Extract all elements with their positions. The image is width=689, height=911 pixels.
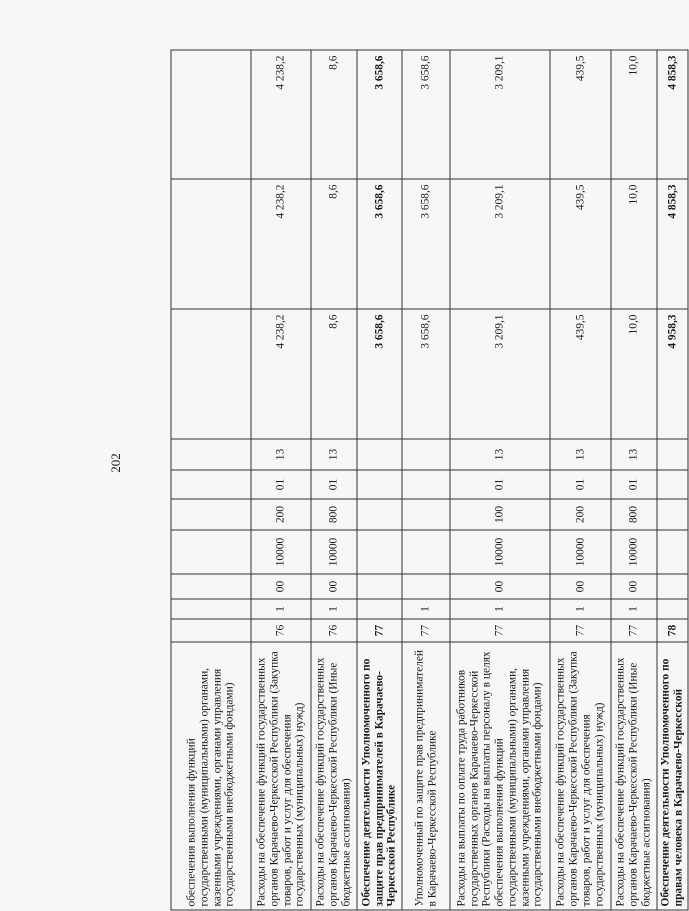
col-rz: 1 xyxy=(311,599,357,619)
sum-2: 3 209,1 xyxy=(450,179,550,309)
sum-1: 10,0 xyxy=(611,309,657,439)
col-pr: 00 xyxy=(611,574,657,599)
col-rz: 1 xyxy=(251,599,311,619)
col-csr: 10000 xyxy=(550,530,611,574)
col-ved xyxy=(171,619,251,642)
col-pr: 00 xyxy=(251,574,311,599)
sum-3: 439,5 xyxy=(550,50,611,179)
table-row xyxy=(171,50,251,910)
row-name: Расходы на обеспечение функций государственных органов Карачаево-Черкесской Республики (Иные бюджетные ассигнования) xyxy=(311,642,357,910)
sum-2: 3 658,6 xyxy=(402,179,450,309)
sum-1: 4 238,2 xyxy=(251,309,311,439)
col-pr: 00 xyxy=(450,574,550,599)
sum-1: 8,6 xyxy=(311,309,357,439)
col-vr xyxy=(657,499,688,530)
sum-1: 3 209,1 xyxy=(450,309,550,439)
col-csr xyxy=(357,530,402,574)
row-name: Расходы на обеспечение функций государственных органов Карачаево-Черкесской Республики (Иные бюджетные ассигнования) xyxy=(611,642,657,910)
col-pr xyxy=(171,574,251,599)
col-rz: 1 xyxy=(450,599,550,619)
col-rz xyxy=(357,599,402,619)
table-row xyxy=(611,50,657,910)
sum-3: 3 209,1 xyxy=(450,50,550,179)
page-number: 202 xyxy=(108,453,123,473)
col-rz: 1 xyxy=(550,599,611,619)
row-name: обеспечения выполнения функций государственными (муниципальными) органами, казенными учреждениями, органами управления государственными внебюджетными фондами) xyxy=(171,642,251,910)
row-name: Расходы на обеспечение функций государственных органов Карачаево-Черкесской Республики (Закупка товаров, работ и услуг для обеспечения государственных (муниципальных) нужд) xyxy=(251,642,311,910)
sum-3: 4 238,2 xyxy=(251,50,311,179)
col-csr xyxy=(402,530,450,574)
table-row xyxy=(251,50,311,910)
col-vr: 800 xyxy=(311,499,357,530)
col-k2: 13 xyxy=(550,439,611,470)
col-vr xyxy=(402,499,450,530)
col-vr: 100 xyxy=(450,499,550,530)
sum-1: 4 958,3 xyxy=(657,309,688,439)
col-k1 xyxy=(171,470,251,499)
col-pr: 00 xyxy=(550,574,611,599)
table-row xyxy=(450,50,550,910)
col-pr xyxy=(402,574,450,599)
col-ved: 77 xyxy=(357,619,402,642)
col-ved: 77 xyxy=(402,619,450,642)
col-ved: 78 xyxy=(657,619,688,642)
col-ved: 76 xyxy=(251,619,311,642)
col-ved: 77 xyxy=(611,619,657,642)
sum-2: 3 658,6 xyxy=(357,179,402,309)
sum-3: 3 658,6 xyxy=(402,50,450,179)
col-rz: 1 xyxy=(611,599,657,619)
col-csr: 10000 xyxy=(450,530,550,574)
sum-3: 10,0 xyxy=(611,50,657,179)
col-vr: 200 xyxy=(550,499,611,530)
col-k1: 01 xyxy=(550,470,611,499)
row-name: Расходы на выплаты по оплате труда работников государственных органов Карачаево-Черкесской Республики (Расходы на выплаты персоналу в целях обеспечения выполнения функций государственными (муниципальными) органами, казенными учреждениями, органами управления государственными внебюджетными фондами) xyxy=(450,642,550,910)
col-ved: 77 xyxy=(550,619,611,642)
sum-3: 4 858,3 xyxy=(657,50,688,179)
col-k2: 13 xyxy=(311,439,357,470)
table-row xyxy=(311,50,357,910)
col-rz: 1 xyxy=(402,599,450,619)
sum-1: 3 658,6 xyxy=(402,309,450,439)
sum-2: 4 858,3 xyxy=(657,179,688,309)
col-k1 xyxy=(402,470,450,499)
rotated-table-container xyxy=(171,51,685,911)
col-csr: 10000 xyxy=(311,530,357,574)
sum-1 xyxy=(171,309,251,439)
col-csr xyxy=(657,530,688,574)
row-name: Обеспечение деятельности Уполномоченного по правам человека в Карачаево-Черкесской xyxy=(657,642,688,910)
col-rz xyxy=(171,599,251,619)
col-vr xyxy=(357,499,402,530)
col-k1: 01 xyxy=(450,470,550,499)
col-k2: 13 xyxy=(611,439,657,470)
col-vr: 800 xyxy=(611,499,657,530)
budget-table xyxy=(171,50,689,911)
sum-3 xyxy=(171,50,251,179)
col-pr xyxy=(357,574,402,599)
col-k2 xyxy=(171,439,251,470)
col-ved: 76 xyxy=(311,619,357,642)
sum-2: 10,0 xyxy=(611,179,657,309)
col-k1: 01 xyxy=(311,470,357,499)
col-csr: 10000 xyxy=(251,530,311,574)
col-k2 xyxy=(402,439,450,470)
col-ved: 77 xyxy=(450,619,550,642)
sum-1: 3 658,6 xyxy=(357,309,402,439)
sum-1: 439,5 xyxy=(550,309,611,439)
col-csr xyxy=(171,530,251,574)
col-pr xyxy=(657,574,688,599)
row-name: Расходы на обеспечение функций государственных органов Карачаево-Черкесской Республики (Закупка товаров, работ и услуг для обеспечения государственных (муниципальных) нужд) xyxy=(550,642,611,910)
sum-2: 8,6 xyxy=(311,179,357,309)
table-row xyxy=(657,50,688,910)
col-k1 xyxy=(357,470,402,499)
col-k1 xyxy=(657,470,688,499)
col-k2: 13 xyxy=(251,439,311,470)
col-vr: 200 xyxy=(251,499,311,530)
table-row xyxy=(550,50,611,910)
col-k2 xyxy=(357,439,402,470)
row-name: Уполномоченный по защите прав предпринимателей в Карачаево-Черкесской Республике xyxy=(402,642,450,910)
sum-2 xyxy=(171,179,251,309)
col-csr: 10000 xyxy=(611,530,657,574)
col-k2 xyxy=(657,439,688,470)
sum-3: 3 658,6 xyxy=(357,50,402,179)
sum-2: 4 238,2 xyxy=(251,179,311,309)
sum-2: 439,5 xyxy=(550,179,611,309)
sum-3: 8,6 xyxy=(311,50,357,179)
col-pr: 00 xyxy=(311,574,357,599)
col-k1: 01 xyxy=(611,470,657,499)
col-k2: 13 xyxy=(450,439,550,470)
row-name: Обеспечение деятельности Уполномоченного по защите прав предпринимателей в Карачаево-Черкесской Республике xyxy=(357,642,402,910)
col-rz xyxy=(657,599,688,619)
table-row xyxy=(402,50,450,910)
col-k1: 01 xyxy=(251,470,311,499)
table-row xyxy=(357,50,402,910)
col-vr xyxy=(171,499,251,530)
